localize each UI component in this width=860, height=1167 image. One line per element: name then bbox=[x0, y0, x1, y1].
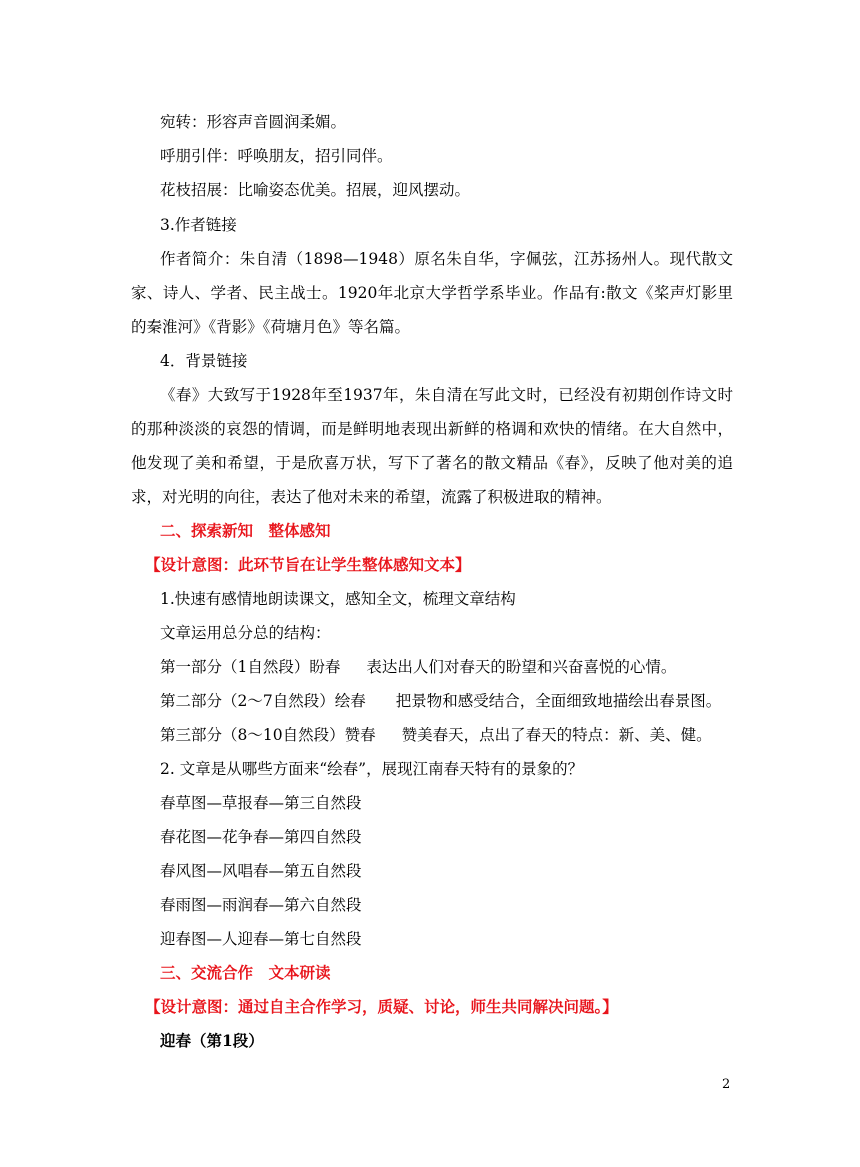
vocab-line-2: 呼朋引伴：呼唤朋友，招引同伴。 bbox=[160, 147, 393, 165]
picture-item-5: 迎春图—人迎春—第七自然段 bbox=[160, 930, 362, 948]
structure-part-2 bbox=[160, 690, 721, 712]
structure-intro: 文章运用总分总的结构： bbox=[160, 624, 331, 642]
part-label: 第三部分（8～10自然段）赞春 bbox=[160, 726, 376, 744]
section3-title: 三、交流合作 文本研读 bbox=[160, 963, 331, 982]
part-label: 第二部分（2～7自然段）绘春 bbox=[160, 692, 366, 710]
structure-part-1 bbox=[160, 656, 676, 678]
part-desc: 把景物和感受结合，全面细致地描绘出春景图。 bbox=[395, 692, 722, 710]
picture-item-2: 春花图—花争春—第四自然段 bbox=[160, 828, 362, 846]
part-label: 第一部分（1自然段）盼春 bbox=[160, 658, 341, 676]
author-heading: 3.作者链接 bbox=[160, 216, 237, 234]
section3-subheading: 迎春（第1段） bbox=[160, 1031, 264, 1050]
background-paragraph: 《春》大致写于1928年至1937年，朱自清在写此文时，已经没有初期创作诗文时的那种淡淡的哀怨的情调，而是鲜明地表现出新鲜的格调和欢快的情绪。在大自然中，他发现了美和希望，于是欣喜万状，写下了著名的散文精品《春》，反映了他对美的追求，对光明的向往，表达了他对未来的希望，流露了积极进取的精神。 bbox=[131, 386, 733, 506]
part-desc: 表达出人们对春天的盼望和兴奋喜悦的心情。 bbox=[366, 658, 677, 676]
section2-title: 二、探索新知 整体感知 bbox=[160, 521, 331, 540]
vocab-line-3: 花枝招展：比喻姿态优美。招展，迎风摆动。 bbox=[160, 181, 471, 199]
author-paragraph: 作者简介：朱自清（1898—1948）原名朱自华，字佩弦，江苏扬州人。现代散文家、诗人、学者、民主战士。1920年北京大学哲学系毕业。作品有:散文《桨声灯影里的秦淮河》《背影》《荷塘月色》等名篇。 bbox=[131, 250, 733, 336]
section3-intent: 【设计意图：通过自主合作学习，质疑、讨论，师生共同解决问题。】 bbox=[145, 997, 618, 1016]
section2-question-2: 2. 文章是从哪些方面来“绘春”，展现江南春天特有的景象的？ bbox=[160, 760, 584, 778]
part-desc: 赞美春天，点出了春天的特点：新、美、健。 bbox=[401, 726, 712, 744]
vocab-line-1: 宛转：形容声音圆润柔媚。 bbox=[160, 113, 347, 131]
structure-part-3 bbox=[160, 724, 712, 746]
section2-question-1: 1.快速有感情地朗读课文，感知全文，梳理文章结构 bbox=[160, 590, 516, 608]
picture-item-1: 春草图—草报春—第三自然段 bbox=[160, 794, 362, 812]
section2-intent: 【设计意图：此环节旨在让学生整体感知文本】 bbox=[145, 555, 471, 574]
background-heading: 4．背景链接 bbox=[160, 352, 248, 370]
picture-item-3: 春风图—风唱春—第五自然段 bbox=[160, 862, 362, 880]
page-number: 2 bbox=[722, 1077, 731, 1092]
picture-item-4: 春雨图—雨润春—第六自然段 bbox=[160, 896, 362, 914]
